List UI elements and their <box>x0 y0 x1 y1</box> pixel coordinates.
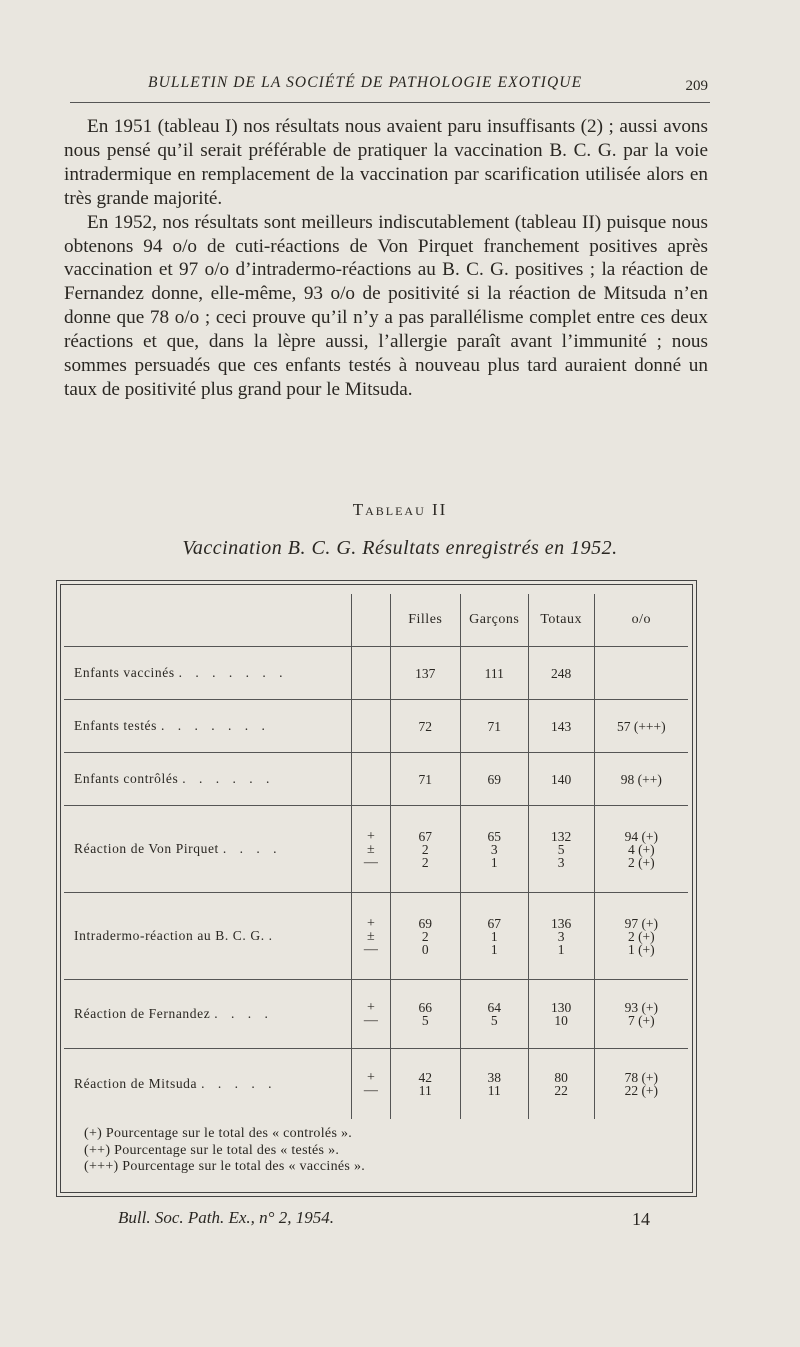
cell-garcons: 65 3 1 <box>460 806 528 893</box>
cell-totaux: 130 10 <box>528 980 594 1049</box>
journal-title: BULLETIN DE LA SOCIÉTÉ DE PATHOLOGIE EXOTIQUE <box>148 74 583 91</box>
cell-garcons: 111 <box>460 647 528 700</box>
table-row <box>64 753 688 806</box>
cell-percent: 97 (+) 2 (+) 1 (+) <box>594 893 688 980</box>
cell-totaux: 132 5 3 <box>528 806 594 893</box>
running-header <box>70 72 710 103</box>
table-header-row <box>64 594 688 647</box>
cell-totaux: 136 3 1 <box>528 893 594 980</box>
cell-percent: 78 (+) 22 (+) <box>594 1049 688 1120</box>
header-percent: o/o <box>594 594 688 647</box>
results-table <box>64 594 688 1119</box>
paragraph-2: En 1952, nos résultats sont meilleurs indiscutablement (tableau II) puisque nous obtenons 94 o/o de cuti-réactions de Von Pirquet franchement positives après vaccination et 97 o/o d’intradermo-réactions au B. C. G. positives ; la réaction de Fernandez donne, elle-même, 93 o/o de positivité si la réaction de Mitsuda n’en donne que 78 o/o ; ceci prouve qu’il n’y a pas parallélisme complet entre ces deux réactions et que, dans la lèpre aussi, l’allergie paraît avant l’immunité ; nous sommes persuadés que ces enfants testés à nouveau plus tard auraient donné un taux de positivité plus grand pour le Mitsuda. <box>64 211 708 400</box>
cell-garcons: 71 <box>460 700 528 753</box>
cell-garcons: 38 11 <box>460 1049 528 1120</box>
signature-mark: 14 <box>632 1209 650 1229</box>
row-label: Enfants testés . . . . . . . <box>64 700 351 753</box>
cell-filles: 72 <box>390 700 460 753</box>
cell-percent <box>594 647 688 700</box>
note-line: (+++) Pourcentage sur le total des « vaccinés ». <box>84 1159 366 1174</box>
cell-totaux: 143 <box>528 700 594 753</box>
cell-percent: 98 (++) <box>594 753 688 806</box>
row-signs <box>351 647 390 700</box>
cell-totaux: 248 <box>528 647 594 700</box>
cell-totaux: 80 22 <box>528 1049 594 1120</box>
row-signs: + ± — <box>351 806 390 893</box>
header-garcons: Garçons <box>460 594 528 647</box>
header-label-cell <box>64 594 351 647</box>
header-filles: Filles <box>390 594 460 647</box>
cell-totaux: 140 <box>528 753 594 806</box>
footer-reference: Bull. Soc. Path. Ex., n° 2, 1954. <box>118 1208 334 1227</box>
table-row <box>64 893 688 980</box>
table-row <box>64 647 688 700</box>
cell-filles: 67 2 2 <box>390 806 460 893</box>
body-text <box>64 115 708 402</box>
cell-garcons: 67 1 1 <box>460 893 528 980</box>
table-row <box>64 1049 688 1120</box>
table-label-text: Tableau II <box>352 500 448 519</box>
cell-filles: 71 <box>390 753 460 806</box>
table-row <box>64 980 688 1049</box>
header-totaux: Totaux <box>528 594 594 647</box>
cell-garcons: 69 <box>460 753 528 806</box>
row-signs: + — <box>351 980 390 1049</box>
row-signs: + ± — <box>351 893 390 980</box>
page-number: 209 <box>685 78 708 94</box>
cell-filles: 42 11 <box>390 1049 460 1120</box>
table-row <box>64 806 688 893</box>
row-label: Enfants vaccinés . . . . . . . <box>64 647 351 700</box>
paragraph-1: En 1951 (tableau I) nos résultats nous avaient paru insuffisants (2) ; aussi avons nous pensé qu’il serait préférable de pratiquer la vaccination B. C. G. par la voie intradermique en remplacement de la vaccination par scarification utilisée alors en très grande majorité. <box>64 116 708 209</box>
cell-garcons: 64 5 <box>460 980 528 1049</box>
table-label <box>0 500 800 520</box>
row-label: Réaction de Von Pirquet . . . . <box>64 806 351 893</box>
row-label: Enfants contrôlés . . . . . . <box>64 753 351 806</box>
note-line: (++) Pourcentage sur le total des « testés ». <box>84 1142 340 1158</box>
row-signs <box>351 700 390 753</box>
row-label: Intradermo-réaction au B. C. G. . <box>64 893 351 980</box>
cell-filles: 137 <box>390 647 460 700</box>
header-sign-cell <box>351 594 390 647</box>
cell-filles: 69 2 0 <box>390 893 460 980</box>
table-row <box>64 700 688 753</box>
table-caption: Vaccination B. C. G. Résultats enregistrés en 1952. <box>182 537 618 559</box>
row-label: Réaction de Fernandez . . . . <box>64 980 351 1049</box>
table-notes <box>84 1126 674 1176</box>
note-line: (+) Pourcentage sur le total des « controlés ». <box>84 1126 353 1141</box>
page-footer <box>118 1208 658 1228</box>
row-signs: + — <box>351 1049 390 1120</box>
cell-percent: 93 (+) 7 (+) <box>594 980 688 1049</box>
cell-percent: 57 (+++) <box>594 700 688 753</box>
row-signs <box>351 753 390 806</box>
cell-filles: 66 5 <box>390 980 460 1049</box>
cell-percent: 94 (+) 4 (+) 2 (+) <box>594 806 688 893</box>
row-label: Réaction de Mitsuda . . . . . <box>64 1049 351 1120</box>
